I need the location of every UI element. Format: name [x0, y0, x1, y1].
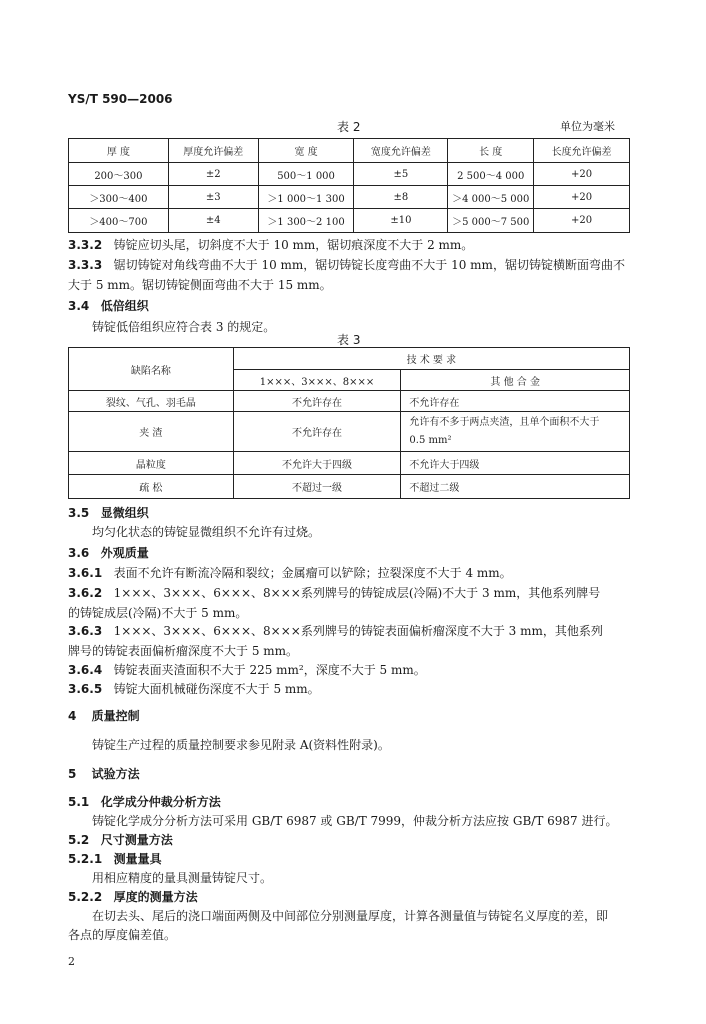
table-cell: 2 500～4 000 — [448, 163, 534, 186]
section-4-heading — [68, 707, 140, 724]
table-cell: 不允许存在 — [233, 391, 401, 412]
clause-number: 3.6.4 — [68, 663, 103, 677]
clause-text: 铸锭大面机械碰伤深度不大于 5 mm。 — [113, 682, 320, 696]
section-number: 5.2.1 — [68, 852, 103, 866]
table-cell-line: 允许有不多于两点夹渣，且单个面积不大于 — [409, 416, 600, 428]
section-title: 测量量具 — [113, 852, 162, 866]
table-row — [69, 163, 630, 186]
table3-caption: 表 3 — [337, 333, 361, 347]
table2-header-cell: 厚 度 — [69, 139, 169, 163]
table-cell: 不允许大于四级 — [401, 452, 630, 475]
clause-text-continued: 牌号的铸锭表面偏析瘤深度不大于 5 mm。 — [68, 644, 299, 658]
table2-header-cell: 宽 度 — [258, 139, 354, 163]
clause-number: 3.6.5 — [68, 682, 103, 696]
table-cell: 不允许大于四级 — [233, 452, 401, 475]
table-cell: ＞400～700 — [69, 209, 169, 233]
clause-text: 1×××、3×××、6×××、8×××系列牌号的铸锭表面偏析瘤深度不大于 3 mm，其他系列 — [113, 624, 603, 638]
clause-3-6-5 — [68, 680, 320, 697]
table-cell: ±2 — [168, 163, 258, 186]
table3-alloy-group-1: 1×××、3×××、8××× — [233, 370, 401, 391]
table-row — [69, 412, 630, 452]
table-cell: ＞1 000～1 300 — [258, 186, 354, 209]
table-cell: ±10 — [354, 209, 448, 233]
table2-unit: 单位为毫米 — [560, 120, 615, 133]
table-cell — [401, 412, 630, 452]
table-cell: 500～1 000 — [258, 163, 354, 186]
section-number: 5.1 — [68, 795, 90, 809]
table2-header-row — [69, 139, 630, 163]
section-5-1-text: 铸锭化学成分分析方法可采用 GB/T 6987 或 GB/T 7999，仲裁分析方法应按 GB/T 6987 进行。 — [92, 814, 618, 828]
section-5-2-2-text-continued: 各点的厚度偏差值。 — [68, 928, 177, 942]
section-title: 低倍组织 — [100, 299, 149, 313]
table-row — [69, 391, 630, 412]
section-number: 5.2.2 — [68, 890, 103, 904]
clause-text: 表面不允许有断流冷隔和裂纹；金属瘤可以铲除；拉裂深度不大于 4 mm。 — [113, 566, 512, 580]
table2-header-cell: 长 度 — [448, 139, 534, 163]
table-row — [69, 209, 630, 233]
table-row — [69, 452, 630, 475]
section-4-text: 铸锭生产过程的质量控制要求参见附录 A(资料性附录)。 — [92, 738, 390, 752]
table-cell: 不允许存在 — [233, 412, 401, 452]
table2-header-cell: 厚度允许偏差 — [168, 139, 258, 163]
clause-3-6-3 — [68, 622, 603, 639]
section-5-2-2-heading — [68, 888, 198, 905]
section-title: 试验方法 — [91, 767, 140, 781]
table-cell: 晶粒度 — [69, 452, 234, 475]
section-5-heading — [68, 765, 140, 782]
section-3-4-heading — [68, 297, 149, 314]
table-cell: ±3 — [168, 186, 258, 209]
table2-header-cell: 宽度允许偏差 — [354, 139, 448, 163]
section-title: 化学成分仲裁分析方法 — [100, 795, 221, 809]
table-cell: 夹 渣 — [69, 412, 234, 452]
table-cell: ＞300～400 — [69, 186, 169, 209]
section-number: 4 — [68, 709, 77, 723]
table-cell: 疏 松 — [69, 475, 234, 499]
section-3-4-text: 铸锭低倍组织应符合表 3 的规定。 — [92, 320, 276, 334]
clause-text-continued: 的铸锭成层(冷隔)不大于 5 mm。 — [68, 606, 248, 620]
table3-header-row — [69, 348, 630, 370]
clause-number: 3.3.2 — [68, 238, 103, 252]
section-3-6-heading — [68, 544, 149, 561]
clause-text: 1×××、3×××、6×××、8×××系列牌号的铸锭成层(冷隔)不大于 3 mm，其他系列牌号 — [113, 586, 601, 600]
table2-caption: 表 2 — [337, 120, 361, 134]
clause-number: 3.3.3 — [68, 258, 103, 272]
clause-number: 3.6.2 — [68, 586, 103, 600]
clause-3-3-2 — [68, 236, 473, 253]
table2 — [68, 138, 630, 233]
section-5-2-2-text: 在切去头、尾后的浇口端面两侧及中间部位分别测量厚度，计算各测量值与铸锭名义厚度的差，即 — [92, 909, 609, 923]
clause-number: 3.6.1 — [68, 566, 103, 580]
section-title: 显微组织 — [100, 506, 149, 520]
table-cell: ＞4 000～5 000 — [448, 186, 534, 209]
table3-alloy-group-2: 其 他 合 金 — [401, 370, 630, 391]
table-cell: ＞5 000～7 500 — [448, 209, 534, 233]
section-number: 3.4 — [68, 299, 90, 313]
section-number: 5.2 — [68, 833, 90, 847]
table-cell: +20 — [534, 163, 630, 186]
clause-3-6-2 — [68, 584, 600, 601]
section-3-5-text: 均匀化状态的铸锭显微组织不允许有过烧。 — [92, 525, 321, 539]
section-5-2-1-text: 用相应精度的量具测量铸锭尺寸。 — [92, 871, 273, 885]
table-cell: 裂纹、气孔、羽毛晶 — [69, 391, 234, 412]
table-row — [69, 475, 630, 499]
clause-text: 铸锭应切头尾，切斜度不大于 10 mm，锯切痕深度不大于 2 mm。 — [113, 238, 474, 252]
section-title: 质量控制 — [91, 709, 140, 723]
section-5-2-1-heading — [68, 850, 162, 867]
clause-text-continued: 大于 5 mm。锯切铸锭侧面弯曲不大于 15 mm。 — [68, 278, 332, 292]
table-row — [69, 186, 630, 209]
clause-text: 铸锭表面夹渣面积不大于 225 mm²，深度不大于 5 mm。 — [113, 663, 426, 677]
table3-tech-header: 技 术 要 求 — [233, 348, 629, 370]
table3-defect-header: 缺陷名称 — [69, 348, 234, 391]
table-cell: 200～300 — [69, 163, 169, 186]
table-cell: +20 — [534, 209, 630, 233]
table-cell: ±8 — [354, 186, 448, 209]
clause-3-6-4 — [68, 661, 426, 678]
section-title: 厚度的测量方法 — [113, 890, 198, 904]
section-number: 3.5 — [68, 506, 90, 520]
clause-3-3-3 — [68, 256, 625, 273]
table-cell: ±5 — [354, 163, 448, 186]
table-cell: ＞1 300～2 100 — [258, 209, 354, 233]
table-cell-line: 0.5 mm² — [409, 434, 452, 446]
section-title: 尺寸测量方法 — [100, 833, 173, 847]
clause-3-6-1 — [68, 564, 512, 581]
section-3-5-heading — [68, 504, 149, 521]
table-cell: 不超过二级 — [401, 475, 630, 499]
section-number: 3.6 — [68, 546, 90, 560]
section-number: 5 — [68, 767, 77, 781]
page-number: 2 — [68, 955, 75, 968]
clause-text: 锯切铸锭对角线弯曲不大于 10 mm，锯切铸锭长度弯曲不大于 10 mm，锯切铸锭横断面弯曲不 — [113, 258, 625, 272]
section-5-2-heading — [68, 831, 173, 848]
table3 — [68, 347, 630, 499]
clause-number: 3.6.3 — [68, 624, 103, 638]
table2-header-cell: 长度允许偏差 — [534, 139, 630, 163]
table-cell: ±4 — [168, 209, 258, 233]
standard-code: YS/T 590—2006 — [68, 92, 173, 106]
section-5-1-heading — [68, 793, 221, 810]
table-cell: +20 — [534, 186, 630, 209]
table-cell: 不超过一级 — [233, 475, 401, 499]
section-title: 外观质量 — [100, 546, 149, 560]
table-cell: 不允许存在 — [401, 391, 630, 412]
